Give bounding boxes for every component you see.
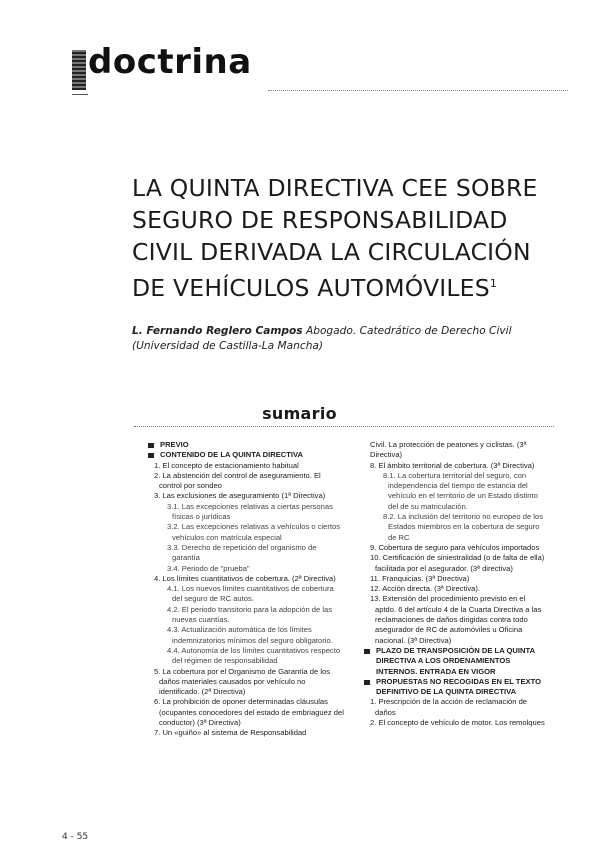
sumario-section-heading: PLAZO DE TRANSPOSICIÓN DE LA QUINTA DIRECTIVA A LOS ORDENAMIENTOS INTERNOS. ENTRADA EN VIGOR — [364, 646, 546, 677]
title-line: CIVIL DERIVADA LA CIRCULACIÓN — [132, 238, 531, 266]
sumario-item: 7. Un «guiño» al sistema de Responsabilidad — [154, 728, 307, 738]
sumario-section-heading: CONTENIDO DE LA QUINTA DIRECTIVA — [148, 450, 344, 460]
sumario-item: 4.2. El periodo transitorio para la adopción de las nuevas cuantías. — [167, 604, 333, 625]
title-line-text: DE VEHÍCULOS AUTOMÓVILES — [132, 273, 490, 302]
author-block — [132, 324, 572, 354]
sumario-column-left — [148, 440, 344, 739]
sumario-item: 4.4. Autonomía de los límites cuantitativos respecto del régimen de responsabilidad — [167, 645, 341, 666]
sumario-item: 8. El ámbito territorial de cobertura. (3ª Directiva) — [370, 460, 535, 470]
title-line: LA QUINTA DIRECTIVA CEE SOBRE — [132, 174, 538, 202]
header-rule-left — [72, 94, 88, 95]
sumario-item: 2. El concepto de vehículo de motor. Los remolques — [370, 718, 545, 728]
sumario-item: 12. Acción directa. (3ª Directiva). — [370, 584, 481, 594]
sumario-item: 11. Franquicias. (3ª Directiva) — [370, 573, 470, 583]
sumario-item: 13. Extensión del procedimiento previsto en el aptdo. 6 del artículo 4 de la Cuarta Directiva a las reclamaciones de daños dirigidas contra todo asegurador de RC de automóviles u Oficina nacional. (3ª Directiva) — [370, 594, 542, 645]
sumario-heading — [0, 404, 599, 423]
title-line — [132, 268, 572, 304]
sumario-item: 1. Prescripción de la acción de reclamación de daños — [370, 697, 528, 717]
section-marker — [72, 50, 86, 90]
sumario-item: 4.3. Actualización automática de los límites indemnizatorios mínimos del seguro obligatorio. — [167, 625, 333, 645]
sumario-item: 2. La abstención del control de aseguramiento. El control por sondeo — [154, 470, 321, 491]
header-rule — [268, 90, 568, 91]
sumario-item: 3.1. Las excepciones relativas a ciertas personas físicas o jurídicas — [167, 501, 333, 522]
sumario-item: 10. Certificación de siniestralidad (o de falta de ella) facilitada por el asegurador. (3ª directiva) — [370, 553, 545, 573]
sumario-item: 4. Los límites cuantitativos de cobertura. (2ª Directiva) — [154, 573, 336, 583]
section-title: doctrina — [88, 42, 252, 82]
sumario-item: 8.1. La cobertura territorial del seguro, con independencia del tiempo de estancia del vehículo en el territorio de un Estado distinto del de su matriculación. — [383, 470, 538, 511]
article-title — [132, 172, 572, 304]
sumario-column-right — [364, 440, 546, 728]
sumario-item: 4.1. Los nuevos límites cuantitativos de cobertura del seguro de RC autos. — [167, 584, 334, 604]
sumario-item: 1. El concepto de estacionamiento habitual — [154, 460, 299, 470]
sumario-item: 3.3. Derecho de repetición del organismo de garantía — [167, 542, 317, 563]
sumario-item: 5. La cobertura por el Organismo de Garantía de los daños materiales causados por vehículo no identificado. (2ª Directiva) — [154, 666, 331, 697]
title-footnote-mark: 1 — [489, 277, 498, 290]
author-affiliation: (Universidad de Castilla-La Mancha) — [132, 340, 324, 352]
sumario-item: 3.2. Las excepciones relativas a vehículos o ciertos vehículos con matrícula especial — [167, 522, 341, 542]
sumario-item: 6. La prohibición de oponer determinadas cláusulas (ocupantes conocedores del estado de embriaguez del conductor) (3ª Directiva) — [154, 697, 344, 728]
sumario-section-heading: PREVIO — [148, 440, 344, 450]
author-role: Abogado. Catedrático de Derecho Civil — [305, 325, 512, 337]
sumario-section-heading: PROPUESTAS NO RECOGIDAS EN EL TEXTO DEFINITIVO DE LA QUINTA DIRECTIVA — [364, 677, 546, 698]
sumario-item: 9. Cobertura de seguro para vehículos importados — [370, 542, 540, 552]
page-number: 4 - 55 — [62, 832, 89, 842]
sumario-heading-text: sumario — [262, 404, 337, 423]
sumario-item: Civil. La protección de peatones y ciclistas. (3ª Directiva) — [370, 440, 527, 460]
title-line: SEGURO DE RESPONSABILIDAD — [132, 206, 508, 234]
sumario-item: 3. Las exclusiones de aseguramiento (1ª Directiva) — [154, 491, 326, 501]
sumario-rule — [134, 426, 554, 427]
sumario-item: 8.2. La inclusión del territorio no europeo de los Estados miembros en la cobertura de seguro de RC — [383, 512, 543, 542]
sumario-item: 3.4. Periodo de "prueba" — [167, 563, 250, 573]
author-name: L. Fernando Reglero Campos — [132, 325, 303, 337]
